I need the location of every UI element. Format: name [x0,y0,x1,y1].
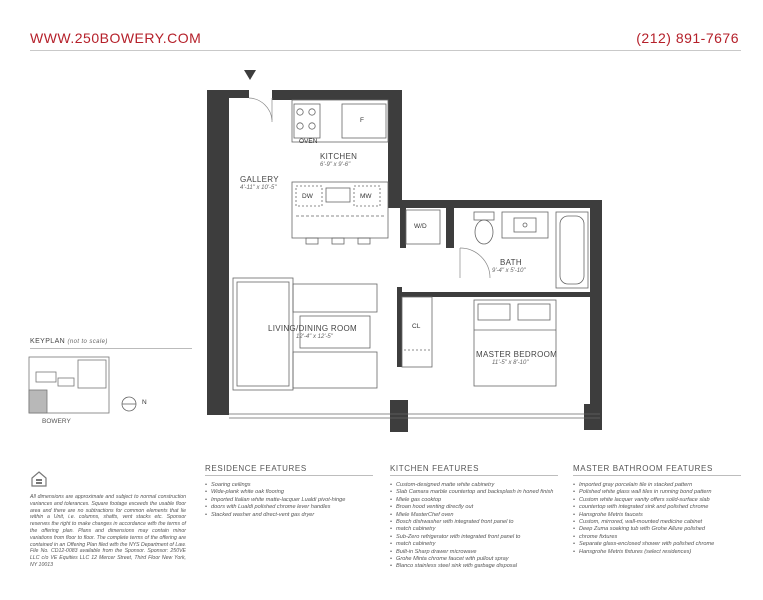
bath-label: BATH [500,258,522,267]
bedroom-dims: 11'-5" x 8'-10" [492,360,529,366]
list-item: • match cabinetry [390,526,562,533]
bath-features-list [573,482,753,556]
living-dims: 12'-4" x 12'-5" [296,334,333,340]
list-item: • chrome fixtures [573,534,753,541]
living-label: LIVING/DINING ROOM [268,324,357,333]
closet-label: CL [412,323,421,330]
list-item: • Imported Italian white matte-lacquer Lualdi pivot-hinge [205,497,377,504]
kitchen-label: KITCHEN [320,152,358,161]
list-item: • Soaring ceilings [205,482,377,489]
bath-divider [573,475,741,476]
list-item: • Polished white glass wall tiles in running bond pattern [573,489,753,496]
list-item: • Broan hood venting directly out [390,504,562,511]
list-item: • Blanco stainless steel sink with garbage disposal [390,563,562,570]
bath-dims: 9'-4" x 5'-10" [492,268,526,274]
north-label: N [142,399,147,406]
bedroom-label: MASTER BEDROOM [476,350,558,359]
list-item: • Separate glass-enclosed shower with polished chrome [573,541,753,548]
list-item: • Bosch dishwasher with integrated front panel to [390,519,562,526]
list-item: • Miele gas cooktop [390,497,562,504]
list-item: • Custom-designed matte white cabinetry [390,482,562,489]
kitchen-dims: 6'-9" x 9'-6" [320,162,351,168]
list-item: • Miele MasterChef oven [390,512,562,519]
phone-number[interactable]: (212) 891-7676 [636,30,739,46]
legal-disclaimer: All dimensions are approximate and subject to normal construction variances and tolerances. Square footage exceeds the usable floor area and there are no subtractions for common elements that lie within a Unit, i.e. columns, shafts, vent stacks etc. Sponsor reserves the right to make changes in accordance with the terms of the offering plan. Plans and dimensions may contain minor variations from floor to floor. The complete terms of the offering are contained in an Offering Plan filed with the NYS Department of Law. File No. CD12-0083 available from the Sponsor. Sponsor: 250VE LLC c/o VE Equities LLC 12 Mercer Street, Third Floor New York, NY 10013 [30,494,186,568]
gallery-dims: 4'-11" x 10'-5" [240,185,277,191]
residence-divider [205,475,373,476]
equal-housing-icon [30,470,48,488]
list-item: • Hansgrohe Metris fixtures (select residences) [573,549,753,556]
list-item: • Slab Camara marble countertop and backsplash in honed finish [390,489,562,496]
list-item: • Sub-Zero refrigerator with integrated front panel to [390,534,562,541]
oven-label: OVEN [299,138,318,145]
list-item: • Built-in Sharp drawer microwave [390,549,562,556]
list-item: • Hansgrohe Metris faucets [573,512,753,519]
keyplan-title: KEYPLAN (not to scale) [30,338,108,345]
entry-arrow-icon [244,70,256,80]
list-item: • Wide-plank white oak flooring [205,489,377,496]
microwave-label: MW [360,193,372,200]
website-link[interactable]: WWW.250BOWERY.COM [30,30,202,46]
dishwasher-label: DW [302,193,313,200]
fridge-label: F [360,117,364,124]
list-item: • doors with Lualdi polished chrome lever handles [205,504,377,511]
list-item: • Custom white lacquer vanity offers solid-surface slab [573,497,753,504]
list-item: • Stacked washer and direct-vent gas dryer [205,512,377,519]
keyplan-divider [30,348,192,349]
kitchen-divider [390,475,558,476]
kitchen-features-list [390,482,562,571]
bath-features-title: MASTER BATHROOM FEATURES [573,464,713,473]
list-item: • Deep Zuma soaking tub with Grohe Allure polished [573,526,753,533]
unit-highlight [29,390,47,413]
list-item: • Custom, mirrored, wall-mounted medicine cabinet [573,519,753,526]
washer-dryer-label: W/D [414,223,427,230]
list-item: • match cabinetry [390,541,562,548]
residence-features-list [205,482,377,519]
list-item: • countertop with integrated sink and polished chrome [573,504,753,511]
residence-features-title: RESIDENCE FEATURES [205,464,307,473]
street-label: BOWERY [42,418,71,425]
list-item: • Imported gray porcelain tile in stacked pattern [573,482,753,489]
gallery-label: GALLERY [240,175,279,184]
list-item: • Grohe Minta chrome faucet with pullout spray [390,556,562,563]
kitchen-features-title: KITCHEN FEATURES [390,464,480,473]
